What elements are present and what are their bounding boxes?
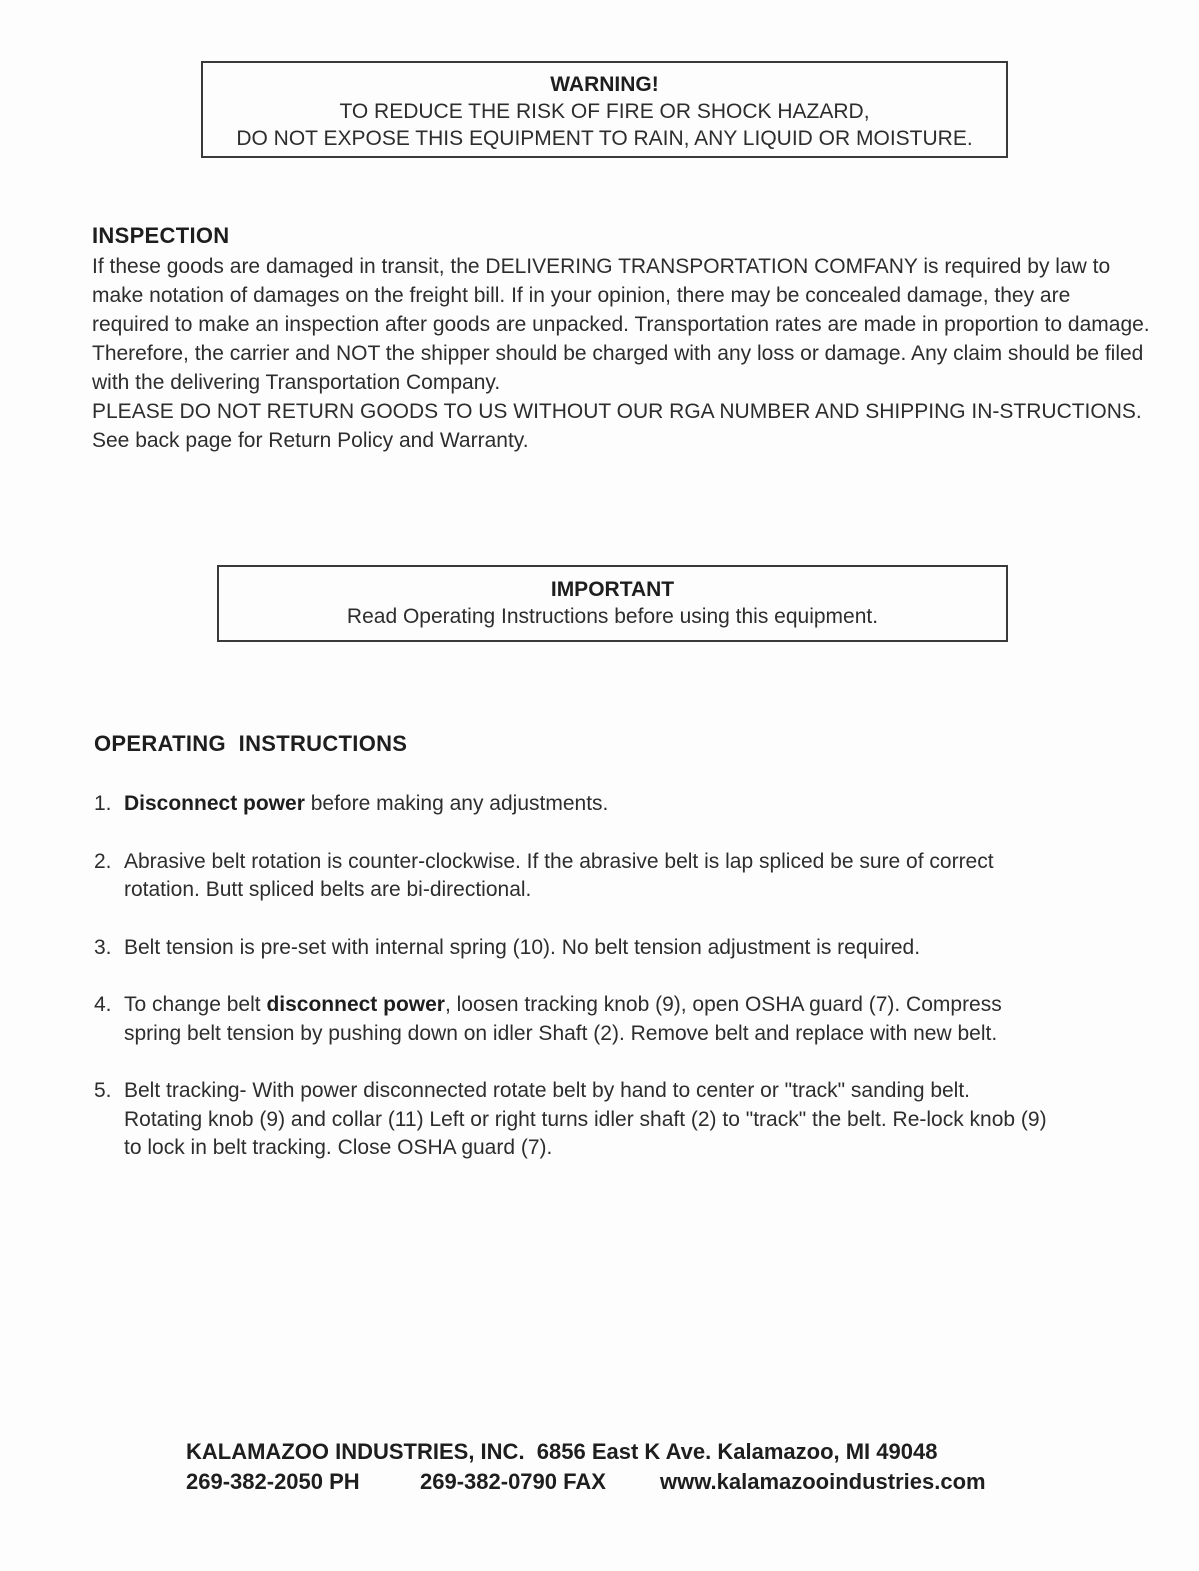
warning-line-1: TO REDUCE THE RISK OF FIRE OR SHOCK HAZARD, — [339, 100, 870, 123]
operating-heading: OPERATING INSTRUCTIONS — [94, 731, 408, 756]
step-text: , loosen tracking knob (9), open OSHA guard (7). Compress spring belt tension by pushing down on idler Shaft (2). Remove belt and replace with new belt. — [124, 993, 1002, 1045]
important-line: Read Operating Instructions before using this equipment. — [346, 605, 879, 628]
inspection-notice: PLEASE DO NOT RETURN GOODS TO US WITHOUT OUR RGA NUMBER AND SHIPPING IN-STRUCTIONS. — [92, 400, 1142, 423]
step-number: 5. — [94, 1079, 112, 1102]
step-bold-text: Disconnect power — [124, 792, 305, 815]
step-pre-text: To change belt — [124, 993, 267, 1016]
warning-line-2: DO NOT EXPOSE THIS EQUIPMENT TO RAIN, ANY LIQUID OR MOISTURE. — [236, 127, 973, 150]
step-text: Belt tracking- With power disconnected rotate belt by hand to center or "track" sanding belt. Rotating knob (9) and collar (11) Left or right turns idler shaft (2) to "track" the belt. Re-lock knob (9) to lock in belt tracking. Close OSHA guard (7). — [124, 1079, 1047, 1159]
step-text: Belt tension is pre-set with internal spring (10). No belt tension adjustment is required. — [124, 935, 921, 959]
step-number: 4. — [94, 993, 112, 1016]
inspection-see-back: See back page for Return Policy and Warranty. — [92, 429, 529, 452]
step-number: 3. — [94, 935, 112, 959]
step-item — [94, 790, 1054, 819]
step-number: 1. — [94, 792, 112, 815]
step-number: 2. — [94, 849, 112, 873]
important-title: IMPORTANT — [550, 578, 675, 601]
footer-phone: 269-382-2050 PH — [186, 1469, 360, 1494]
inspection-body — [92, 252, 1152, 455]
operating-steps — [94, 790, 1054, 1192]
footer-website: www.kalamazooindustries.com — [660, 1469, 986, 1494]
step-item — [94, 991, 1054, 1048]
step-item — [94, 1077, 1054, 1163]
step-item — [94, 934, 1054, 963]
step-text: before making any adjustments. — [304, 792, 609, 815]
step-text: Abrasive belt rotation is counter-clockwise. If the abrasive belt is lap spliced be sure of correct rotation. Butt spliced belts are bi-directional. — [124, 849, 994, 901]
step-item — [94, 848, 1054, 905]
inspection-heading: INSPECTION — [92, 223, 230, 248]
important-box — [217, 565, 1008, 642]
footer-contact — [186, 1467, 986, 1497]
inspection-paragraph: If these goods are damaged in transit, the DELIVERING TRANSPORTATION COMFANY is required by law to make notation of damages on the freight bill. If in your opinion, there may be concealed damage, they are required to make an inspection after goods are unpacked. Transportation rates are made in proportion to damage. Therefore, the carrier and NOT the shipper should be charged with any loss or damage. Any claim should be filed with the delivering Transportation Company. — [92, 255, 1150, 394]
footer-fax: 269-382-0790 FAX — [420, 1469, 606, 1494]
step-bold-text: disconnect power — [266, 993, 445, 1016]
company-footer — [186, 1437, 986, 1497]
warning-box — [201, 61, 1008, 158]
warning-title: WARNING! — [550, 73, 659, 96]
footer-address: KALAMAZOO INDUSTRIES, INC. 6856 East K Ave. Kalamazoo, MI 49048 — [186, 1439, 938, 1464]
